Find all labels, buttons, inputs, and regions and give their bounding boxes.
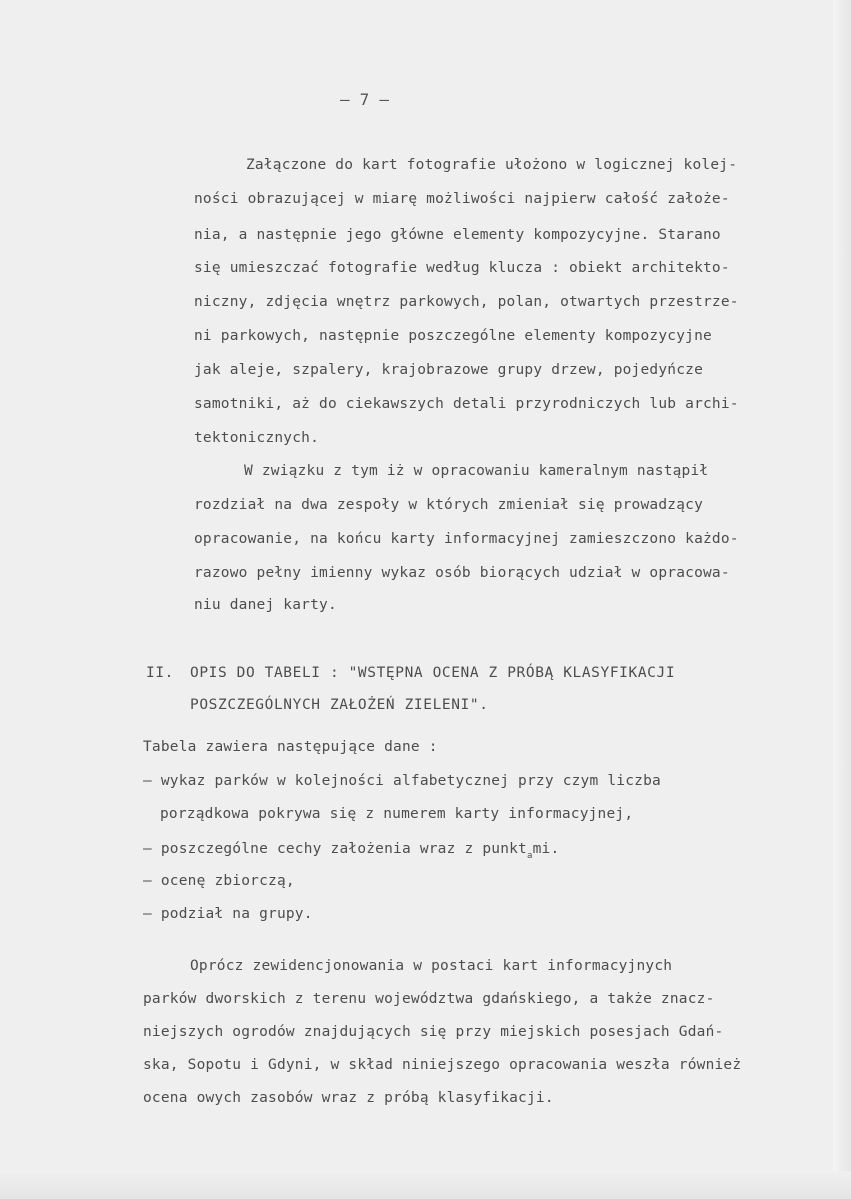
para1-line: tektonicznych. <box>194 430 320 446</box>
para1-line: jak aleje, szpalery, krajobrazowe grupy drzew, pojedyńcze <box>194 362 703 378</box>
para2-line: opracowanie, na końcu karty informacyjnej zamieszczono każdo- <box>194 531 739 547</box>
para1-line: samotniki, aż do ciekawszych detali przyrodniczych lub archi- <box>194 396 739 412</box>
para1-line: ności obrazującej w miarę możliwości najpierw całość założe- <box>194 191 730 207</box>
handwritten-correction-sub: a <box>526 851 533 861</box>
section-number: II. <box>146 665 174 681</box>
section-heading-line: OPIS DO TABELI : "WSTĘPNA OCENA Z PRÓBĄ KLASYFIKACJI <box>190 665 676 681</box>
list-intro: Tabela zawiera następujące dane : <box>143 739 438 755</box>
para1-line: nia, a następnie jego główne elementy kompozycyjne. Starano <box>194 227 721 243</box>
para1-line: Załączone do kart fotografie ułożono w logicznej kolej- <box>246 157 738 173</box>
scan-edge-right <box>833 0 851 1199</box>
list-item-text-end: mi. <box>532 841 560 857</box>
list-item-text: – poszczególne cechy założenia wraz z punkt <box>143 841 527 857</box>
para1-line: ni parkowych, następnie poszczególne elementy kompozycyjne <box>194 328 712 344</box>
list-item: – ocenę zbiorczą, <box>143 873 295 889</box>
list-item: – wykaz parków w kolejności alfabetycznej przy czym liczba <box>143 773 661 789</box>
para2-line: razowo pełny imienny wykaz osób biorących udział w opracowa- <box>194 565 730 581</box>
para3-line: Oprócz zewidencjonowania w postaci kart informacyjnych <box>190 958 673 974</box>
para2-line: rozdział na dwa zespoły w których zmieniał się prowadzący <box>194 497 703 513</box>
list-item: – podział na grupy. <box>143 906 313 922</box>
page-number: – 7 – <box>340 90 390 109</box>
para1-line: niczny, zdjęcia wnętrz parkowych, polan, otwartych przestrze- <box>194 294 739 310</box>
para3-line: parków dworskich z terenu województwa gdańskiego, a także znacz- <box>143 991 715 1007</box>
para1-line: się umieszczać fotografie według klucza : obiekt architekto- <box>194 260 730 276</box>
section-heading-line: POSZCZEGÓLNYCH ZAŁOŻEŃ ZIELENI". <box>190 697 489 713</box>
para3-line: ocena owych zasobów wraz z próbą klasyfikacji. <box>143 1090 554 1106</box>
list-item <box>143 841 559 861</box>
scan-edge-bottom <box>0 1171 851 1199</box>
para3-line: ska, Sopotu i Gdyni, w skład niniejszego opracowania weszła również <box>143 1057 742 1073</box>
para2-line: W związku z tym iż w opracowaniu kameralnym nastąpił <box>244 463 709 479</box>
list-item-continuation: porządkowa pokrywa się z numerem karty informacyjnej, <box>160 806 634 822</box>
para2-line: niu danej karty. <box>194 597 337 613</box>
para3-line: niejszych ogrodów znajdujących się przy miejskich posesjach Gdań- <box>143 1024 724 1040</box>
